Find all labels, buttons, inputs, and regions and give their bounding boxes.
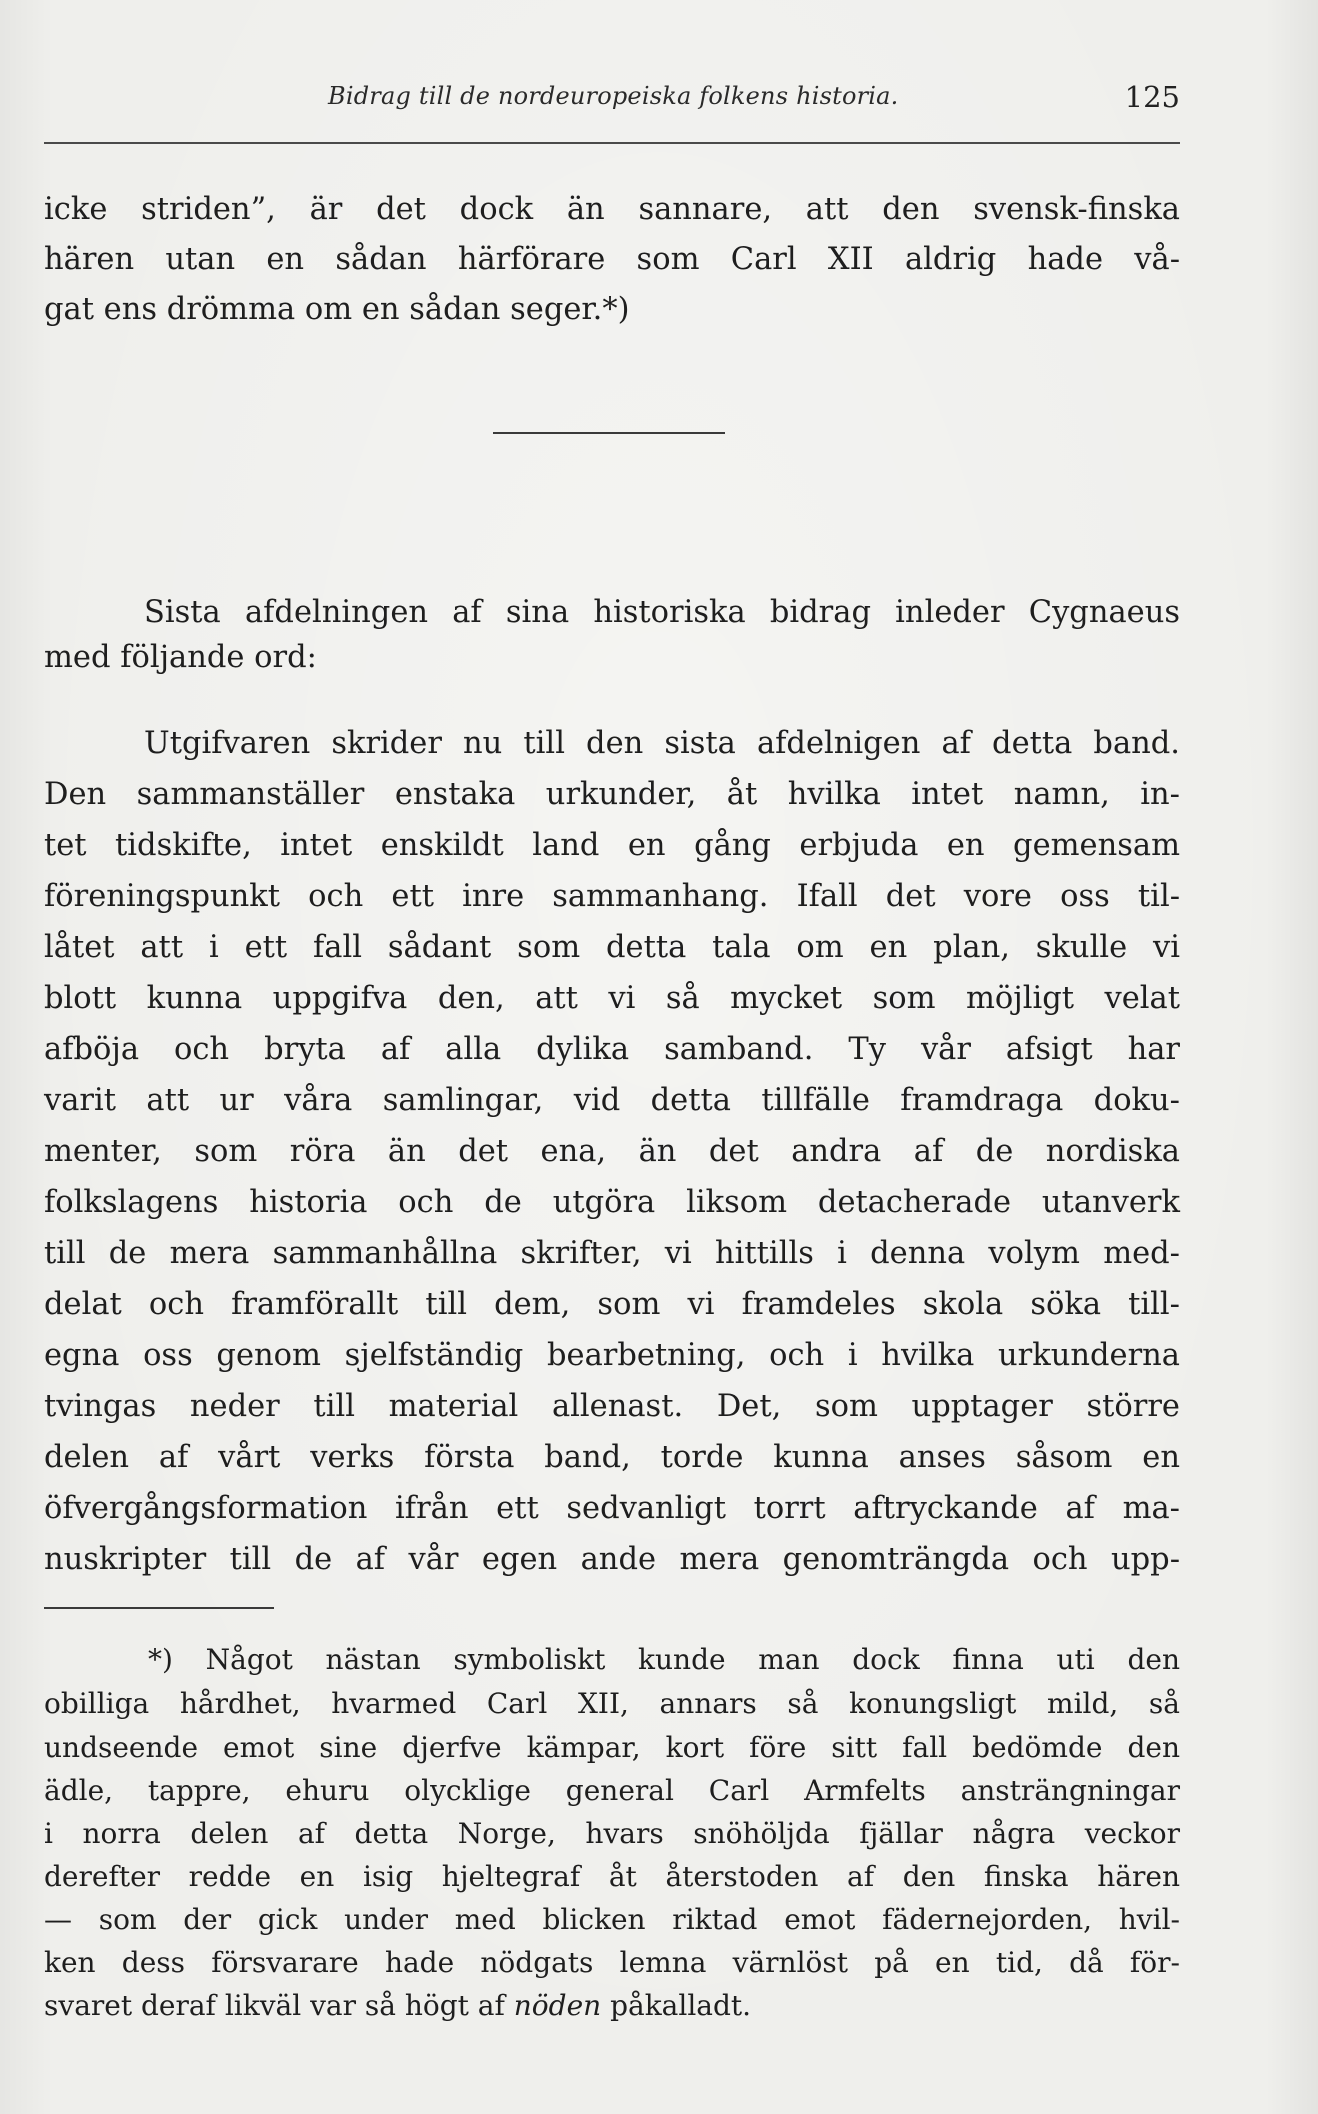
footnote-italic-word: nöden bbox=[513, 1989, 602, 2022]
text-line: gat ens drömma om en sådan seger.*) bbox=[44, 292, 630, 327]
footnote-line: i norra delen af detta Norge, hvars snöhöljda fjällar några veckor bbox=[44, 1817, 1180, 1850]
footnote-line: derefter redde en isig hjeltegraf åt återstoden af den finska hären bbox=[44, 1860, 1180, 1893]
text-line: folkslagens historia och de utgöra liksom detacherade utanverk bbox=[44, 1185, 1180, 1220]
text-line: öfvergångsformation ifrån ett sedvanligt torrt aftryckande af ma- bbox=[44, 1491, 1180, 1526]
text-line: Sista afdelningen af sina historiska bidrag inleder Cygnaeus bbox=[144, 595, 1180, 630]
text-line: afböja och bryta af alla dylika samband. Ty vår afsigt har bbox=[44, 1032, 1180, 1067]
text-line: Utgifvaren skrider nu till den sista afdelnigen af detta band. bbox=[144, 726, 1180, 761]
footnote-last-line bbox=[44, 1988, 1180, 2024]
text-line: egna oss genom sjelfständig bearbetning, och i hvilka urkunderna bbox=[44, 1338, 1180, 1373]
text-line: delen af vårt verks första band, torde kunna anses såsom en bbox=[44, 1440, 1180, 1475]
footnote-text: svaret deraf likväl var så högt af bbox=[44, 1989, 514, 2022]
page-header bbox=[44, 82, 1180, 122]
running-title: Bidrag till de nordeuropeiska folkens historia. bbox=[328, 82, 899, 110]
text-line: delat och framförallt till dem, som vi framdeles skola söka till- bbox=[44, 1287, 1180, 1322]
text-line: hären utan en sådan härförare som Carl XII aldrig hade vå- bbox=[44, 242, 1180, 277]
text-line: låtet att i ett fall sådant som detta tala om en plan, skulle vi bbox=[44, 930, 1180, 965]
footnote-line: *) Något nästan symboliskt kunde man dock finna uti den bbox=[148, 1643, 1180, 1676]
text-line: icke striden”, är det dock än sannare, att den svensk-finska bbox=[44, 192, 1180, 227]
text-line: tet tidskifte, intet enskildt land en gång erbjuda en gemensam bbox=[44, 828, 1180, 863]
text-line: blott kunna uppgifva den, att vi så mycket som möjligt velat bbox=[44, 981, 1180, 1016]
text-line: menter, som röra än det ena, än det andra af de nordiska bbox=[44, 1134, 1180, 1169]
footnote-text: påkalladt. bbox=[601, 1989, 752, 2022]
footnote-line: — som der gick under med blicken riktad emot fädernejorden, hvil- bbox=[44, 1903, 1180, 1936]
footnote-line: ken dess försvarare hade nödgats lemna värnlöst på en tid, då för- bbox=[44, 1946, 1180, 1979]
footnote-line: undseende emot sine djerfve kämpar, kort före sitt fall bedömde den bbox=[44, 1731, 1180, 1764]
text-line: varit att ur våra samlingar, vid detta tillfälle framdraga doku- bbox=[44, 1083, 1180, 1118]
text-line: föreningspunkt och ett inre sammanhang. Ifall det vore oss til- bbox=[44, 879, 1180, 914]
text-line: till de mera sammanhållna skrifter, vi hittills i denna volym med- bbox=[44, 1236, 1180, 1271]
book-page bbox=[44, 0, 1180, 2114]
text-line: tvingas neder till material allenast. Det, som upptager större bbox=[44, 1389, 1180, 1424]
footnote-line: ädle, tappre, ehuru olycklige general Carl Armfelts ansträngningar bbox=[44, 1774, 1180, 1807]
header-rule bbox=[44, 142, 1180, 144]
footnote-rule bbox=[44, 1607, 274, 1609]
text-line: Den sammanställer enstaka urkunder, åt hvilka intet namn, in- bbox=[44, 777, 1180, 812]
footnote-line: obilliga hårdhet, hvarmed Carl XII, annars så konungsligt mild, så bbox=[44, 1687, 1180, 1720]
text-line: med följande ord: bbox=[44, 640, 317, 675]
text-line: nuskripter till de af vår egen ande mera genomträngda och upp- bbox=[44, 1542, 1180, 1577]
section-separator bbox=[493, 432, 725, 434]
page-number: 125 bbox=[1124, 80, 1180, 114]
